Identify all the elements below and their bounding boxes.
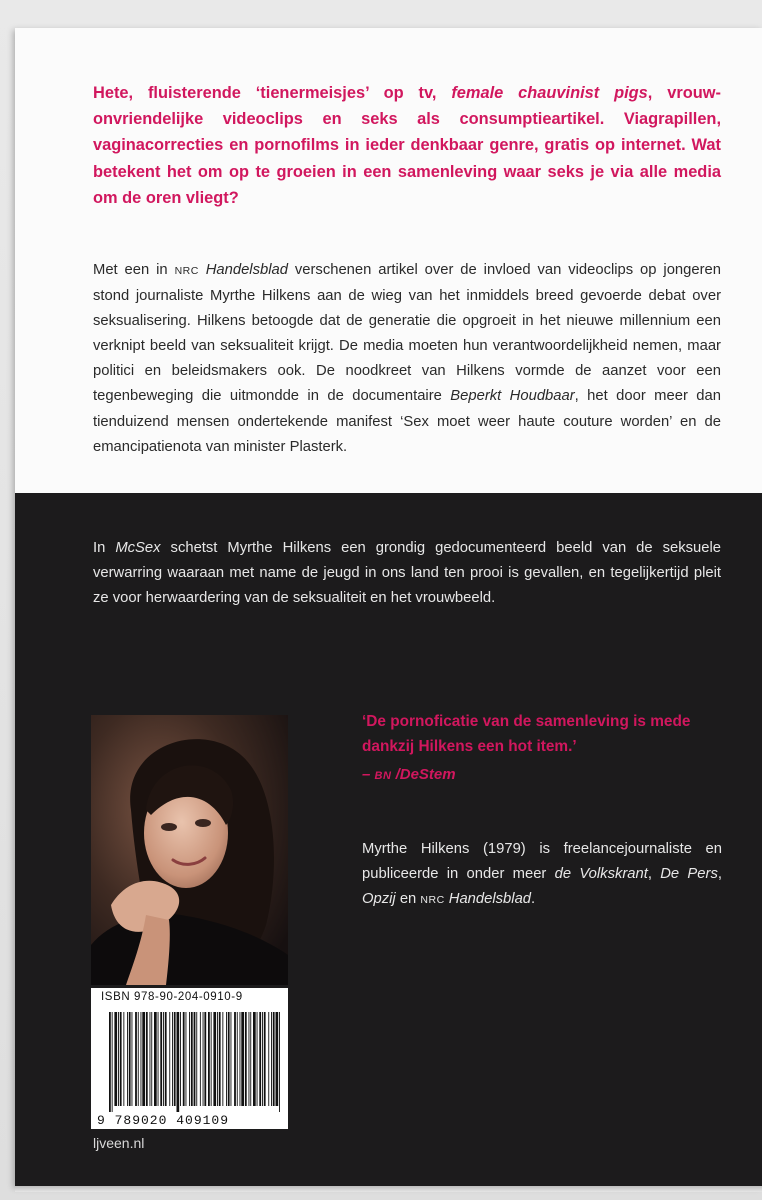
barcode-bar [196, 1012, 197, 1106]
lead-text-1: Hete, fluisterende ‘tienermeisjes’ op tv, [93, 84, 452, 102]
body-paragraph-1 [93, 258, 721, 460]
barcode-bar [169, 1012, 170, 1106]
isbn-barcode [91, 988, 288, 1129]
barcode-bar [154, 1012, 157, 1106]
barcode-bar [240, 1012, 241, 1106]
barcode-bar [279, 1012, 280, 1112]
barcode-bar [208, 1012, 210, 1106]
barcode-bar [191, 1012, 193, 1106]
press-quote: ‘De pornoficatie van de samenleving is mede dankzij Hilkens een hot item.’ [362, 713, 691, 756]
barcode-bar [138, 1012, 139, 1106]
quote-dash: – [362, 766, 375, 783]
barcode-bar [264, 1012, 266, 1106]
barcode-bar [253, 1012, 256, 1106]
barcode-bar [276, 1012, 279, 1106]
author-photo [91, 715, 288, 985]
body1-text-2: verschenen artikel over de invloed van videoclips op jongeren stond journaliste Myrthe Hilkens aan de wieg van het inmiddels breed gevoerde debat over seksualisering. Hilkens betoogde dat de generatie die opgroeit in het nieuwe millennium een verknipt beeld van seksualiteit krijgt. De media moeten hun verantwoordelijkheid nemen, maar politici en beleidsmakers ook. De noodkreet van Hilkens vormde de aanzet voor een tegenbeweging die uitmondde in de documentaire [93, 262, 721, 405]
barcode-bar [142, 1012, 145, 1106]
barcode-bar [174, 1012, 176, 1106]
barcode-bar [132, 1012, 133, 1106]
barcode-bar [141, 1012, 142, 1106]
body-paragraph-2 [93, 536, 721, 611]
barcode-bar [194, 1012, 196, 1106]
barcode-bar [177, 1012, 180, 1112]
barcode-bar [112, 1012, 113, 1112]
barcode-bar [231, 1012, 232, 1106]
barcode-bar [151, 1012, 152, 1106]
lead-italic-phrase: female chauvinist pigs [451, 84, 648, 102]
barcode-bar [118, 1012, 119, 1106]
barcode-bar [203, 1012, 204, 1106]
body1-documentary-title: Beperkt Houdbaar [450, 388, 575, 405]
barcode-bar [250, 1012, 251, 1106]
barcode-bar [228, 1012, 230, 1106]
barcode-bar [120, 1012, 122, 1106]
barcode-bar [158, 1012, 159, 1106]
bio-sep-3: en [395, 891, 421, 908]
barcode-bar [160, 1012, 162, 1106]
barcode-graphic [91, 1010, 288, 1129]
barcode-bar [237, 1012, 238, 1106]
barcode-bar [211, 1012, 212, 1106]
quote-source [362, 762, 456, 789]
barcode-bar [249, 1012, 250, 1106]
quote-source-bn: BN [374, 770, 392, 782]
barcode-bar [222, 1012, 223, 1106]
author-bio [362, 837, 722, 913]
body2-book-title: McSex [115, 540, 161, 556]
barcode-bar [234, 1012, 236, 1106]
bio-end: . [531, 891, 536, 908]
barcode-bar [135, 1012, 137, 1106]
quote-source-name: /DeStem [391, 766, 456, 783]
barcode-bar [150, 1012, 151, 1106]
barcode-bar [189, 1012, 190, 1106]
barcode-bar [129, 1012, 131, 1106]
bio-opzij: Opzij [362, 891, 396, 908]
barcode-bar [180, 1012, 181, 1106]
bio-nrc: NRC [420, 894, 445, 907]
body2-text-2: schetst Myrthe Hilkens een grondig gedocumenteerd beeld van de seksuele verwarring waaraan met name de jeugd in ons land ten prooi is gevallen, en tegelijkertijd pleit ze voor herwaardering van de seksualiteit en het vrouwbeeld. [93, 540, 721, 607]
barcode-bar [257, 1012, 258, 1106]
barcode-bar [165, 1012, 167, 1106]
barcode-bar [109, 1012, 111, 1112]
bio-handelsblad: Handelsblad [444, 891, 532, 908]
barcode-bar [271, 1012, 272, 1106]
bio-sep-2: , [717, 866, 722, 883]
barcode-bar [241, 1012, 244, 1106]
lead-text-2: , vrouwonvriendelijke videoclips en seks als consumptieartikel. Viagrapillen, vaginacorrecties en pornofilms in ieder denkbaar genre, gratis op internet. Wat betekent het om op te groeien in een samenleving waar seks je via alle media om de oren vliegt? [93, 84, 721, 207]
lead-paragraph [93, 80, 721, 211]
barcode-bar [245, 1012, 247, 1106]
barcode-bar [123, 1012, 124, 1106]
barcode-bar [200, 1012, 201, 1106]
barcode-bar [183, 1012, 185, 1106]
isbn-label: ISBN 978-90-204-0910-9 [101, 991, 243, 1003]
barcode-bar [186, 1012, 187, 1106]
book-page-edge [15, 1186, 762, 1192]
body1-text-3: , het door meer dan tienduizend mensen ondertekende manifest ‘Sex moet weer haute couture worden’ en de emancipatienota van minister Plasterk. [93, 388, 721, 455]
bio-pers: De Pers [660, 866, 718, 883]
barcode-bar [146, 1012, 148, 1106]
book-back-cover [15, 28, 762, 1186]
barcode-bar [219, 1012, 221, 1106]
body1-nrc: NRC [174, 265, 199, 277]
body2-text-1: In [93, 540, 116, 556]
barcode-bar [213, 1012, 216, 1106]
barcode-bar [268, 1012, 269, 1106]
barcode-bar [172, 1012, 173, 1106]
bio-volkskrant: de Volkskrant [554, 866, 648, 883]
barcode-bar [204, 1012, 206, 1106]
bio-text-1: Myrthe Hilkens (1979) is freelancejournaliste en publiceerde in onder meer [362, 841, 722, 883]
barcode-bar [259, 1012, 261, 1106]
publisher-website: ljveen.nl [93, 1135, 145, 1151]
white-text-panel [15, 28, 762, 493]
author-portrait-illustration [91, 715, 288, 985]
body1-text-1: Met een in [93, 262, 175, 278]
barcode-bar [114, 1012, 117, 1106]
barcode-digits: 9 789020 409109 [97, 1113, 230, 1128]
barcode-bar [127, 1012, 128, 1106]
barcode-bar [217, 1012, 218, 1106]
barcode-bar [163, 1012, 164, 1106]
barcode-bar [273, 1012, 275, 1106]
barcode-bar [262, 1012, 263, 1106]
barcode-bar [226, 1012, 227, 1106]
body1-handelsblad: Handelsblad [198, 262, 288, 278]
bio-sep-1: , [647, 866, 661, 883]
